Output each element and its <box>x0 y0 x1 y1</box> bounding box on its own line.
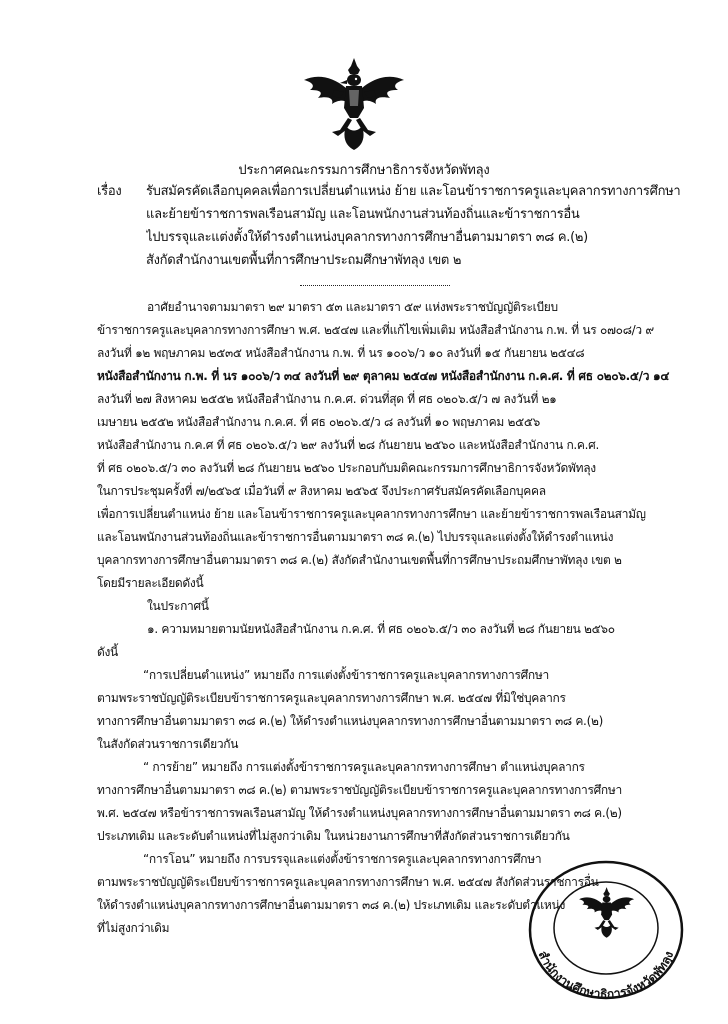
definition-line: ทางการศึกษาอื่นตามมาตรา ๓๘ ค.(๒) ให้ดำรงตำแหน่งบุคลากรทางการศึกษาอื่นตามมาตรา ๓๘ ค.(๒) <box>97 714 603 728</box>
para-line: ที่ ศธ ๐๒๐๖.๕/ว ๓๐ ลงวันที่ ๒๘ กันยายน ๒๕๖๐ ประกอบกับมติคณะกรรมการศึกษาธิการจังหวัดพัทลุง <box>97 461 596 475</box>
para-line: เพื่อการเปลี่ยนตำแหน่ง ย้าย และโอนข้าราชการครูและบุคลากรทางการศึกษา และย้ายข้าราชการพลเรือนสามัญ <box>97 507 646 521</box>
para-line: บุคลากรทางการศึกษาอื่นตามมาตรา ๓๘ ค.(๒) สังกัดสำนักงานเขตพื้นที่การศึกษาประถมศึกษาพัทลุง เขต ๒ <box>97 553 622 567</box>
definition-line: “การเปลี่ยนตำแหน่ง” หมายถึง การแต่งตั้งข้าราชการครูและบุคลากรทางการศึกษา <box>143 668 549 682</box>
page-title: ประกาศคณะกรรมการศึกษาธิการจังหวัดพัทลุง <box>238 163 490 178</box>
para-line: ในการประชุมครั้งที่ ๗/๒๕๖๕ เมื่อวันที่ ๙ สิงหาคม ๒๕๖๕ จึงประกาศรับสมัครคัดเลือกบุคคล <box>97 484 546 498</box>
official-seal-stamp-icon <box>522 858 690 1004</box>
item-line: ดังนี้ <box>97 645 118 659</box>
document-body <box>97 296 697 940</box>
definition-line: “การโอน” หมายถึง การบรรจุและแต่งตั้งข้าราชการครูและบุคลากรทางการศึกษา <box>143 852 542 866</box>
para-line: และโอนพนักงานส่วนท้องถิ่นและข้าราชการอื่นตามมาตรา ๓๘ ค.(๒) ไปบรรจุและแต่งตั้งให้ดำรงตำแหน่ง <box>97 530 614 544</box>
para-line: หนังสือสำนักงาน ก.พ. ที่ นร ๑๐๐๖/ว ๓๔ ลงวันที่ ๒๙ ตุลาคม ๒๕๔๗ หนังสือสำนักงาน ก.ค.ศ. ที่ ศธ ๐๒๐๖.๕/ว ๑๔ <box>97 369 670 383</box>
para-line: อาศัยอำนาจตามมาตรา ๒๙ มาตรา ๕๓ และมาตรา ๕๙ แห่งพระราชบัญญัติระเบียบ <box>147 300 558 314</box>
definition-line: ทางการศึกษาอื่นตามมาตรา ๓๘ ค.(๒) ตามพระราชบัญญัติระเบียบข้าราชการครูและบุคลากรทางการศึกษา <box>97 783 622 797</box>
subject-line: ไปบรรจุและแต่งตั้งให้ดำรงตำแหน่งบุคลากรทางการศึกษาอื่นตามมาตรา ๓๘ ค.(๒) <box>146 230 588 245</box>
definition-line: ในสังกัดส่วนราชการเดียวกัน <box>97 737 239 751</box>
para-line: โดยมีรายละเอียดดังนี้ <box>97 576 204 590</box>
para-line: ข้าราชการครูและบุคลากรทางการศึกษา พ.ศ. ๒๕๔๗ และที่แก้ไขเพิ่มเติม หนังสือสำนักงาน ก.พ. ที่ นร ๐๗๐๘/ว ๙ <box>97 323 654 337</box>
garuda-emblem-icon <box>302 56 406 152</box>
para-line: ลงวันที่ ๑๒ พฤษภาคม ๒๕๓๕ หนังสือสำนักงาน ก.พ. ที่ นร ๑๐๐๖/ว ๑๐ ลงวันที่ ๑๕ กันยายน ๒๕๔๘ <box>97 346 585 360</box>
item-line: ๑. ความหมายตามนัยหนังสือสำนักงาน ก.ค.ศ. ที่ ศธ ๐๒๐๖.๕/ว ๓๐ ลงวันที่ ๒๘ กันยายน ๒๕๖๐ <box>147 622 615 636</box>
section-intro: ในประกาศนี้ <box>147 599 209 613</box>
para-line: ลงวันที่ ๒๗ สิงหาคม ๒๕๕๒ หนังสือสำนักงาน ก.ค.ศ. ด่วนที่สุด ที่ ศธ ๐๒๐๖.๕/ว ๗ ลงวันที่ ๒๑ <box>97 392 557 406</box>
separator-dotted-line <box>300 285 450 286</box>
definition-line: ประเภทเดิม และระดับตำแหน่งที่ไม่สูงกว่าเดิม ในหน่วยงานการศึกษาที่สังกัดส่วนราชการเดียวกัน <box>97 829 570 843</box>
definition-line: ให้ดำรงตำแหน่งบุคลากรทางการศึกษาอื่นตามมาตรา ๓๘ ค.(๒) ประเภทเดิม และระดับตำแหน่ง <box>97 898 565 912</box>
svg-text:สำนักงานศึกษาธิการจังหวัดพัทลุ <box>536 949 677 1001</box>
subject-lines <box>146 180 696 272</box>
subject-line: และย้ายข้าราชการพลเรือนสามัญ และโอนพนักงานส่วนท้องถิ่นและข้าราชการอื่น <box>146 207 580 222</box>
definition-line: “ การย้าย” หมายถึง การแต่งตั้งข้าราชการครูและบุคลากรทางการศึกษา ตำแหน่งบุคลากร <box>143 760 585 774</box>
subject-line: รับสมัครคัดเลือกบุคคลเพื่อการเปลี่ยนตำแหน่ง ย้าย และโอนข้าราชการครูและบุคลากรทางการศึกษา <box>146 184 681 199</box>
subject-label: เรื่อง <box>97 184 122 199</box>
subject-line: สังกัดสำนักงานเขตพื้นที่การศึกษาประถมศึกษาพัทลุง เขต ๒ <box>146 253 462 268</box>
definition-line: ที่ไม่สูงกว่าเดิม <box>97 921 170 935</box>
seal-text: สำนักงานศึกษาธิการจังหวัดพัทลุง <box>535 948 677 1002</box>
definition-line: ตามพระราชบัญญัติระเบียบข้าราชการครูและบุคลากรทางการศึกษา พ.ศ. ๒๕๔๗ ที่มิใช่บุคลากร <box>97 691 566 705</box>
definition-line: พ.ศ. ๒๕๔๗ หรือข้าราชการพลเรือนสามัญ ให้ดำรงตำแหน่งบุคลากรทางการศึกษาอื่นตามมาตรา ๓๘ ค.(๒) <box>97 806 622 820</box>
definition-line: ตามพระราชบัญญัติระเบียบข้าราชการครูและบุคลากรทางการศึกษา พ.ศ. ๒๕๔๗ สังกัดส่วนราชการอื่น <box>97 875 599 889</box>
para-line: เมษายน ๒๕๕๒ หนังสือสำนักงาน ก.ค.ศ. ที่ ศธ ๐๒๐๖.๕/ว ๘ ลงวันที่ ๑๐ พฤษภาคม ๒๕๕๖ <box>97 415 540 429</box>
para-line: หนังสือสำนักงาน ก.ค.ศ ที่ ศธ ๐๒๐๖.๕/ว ๒๙ ลงวันที่ ๒๘ กันยายน ๒๕๖๐ และหนังสือสำนักงาน ก.ค.ศ. <box>97 438 600 452</box>
